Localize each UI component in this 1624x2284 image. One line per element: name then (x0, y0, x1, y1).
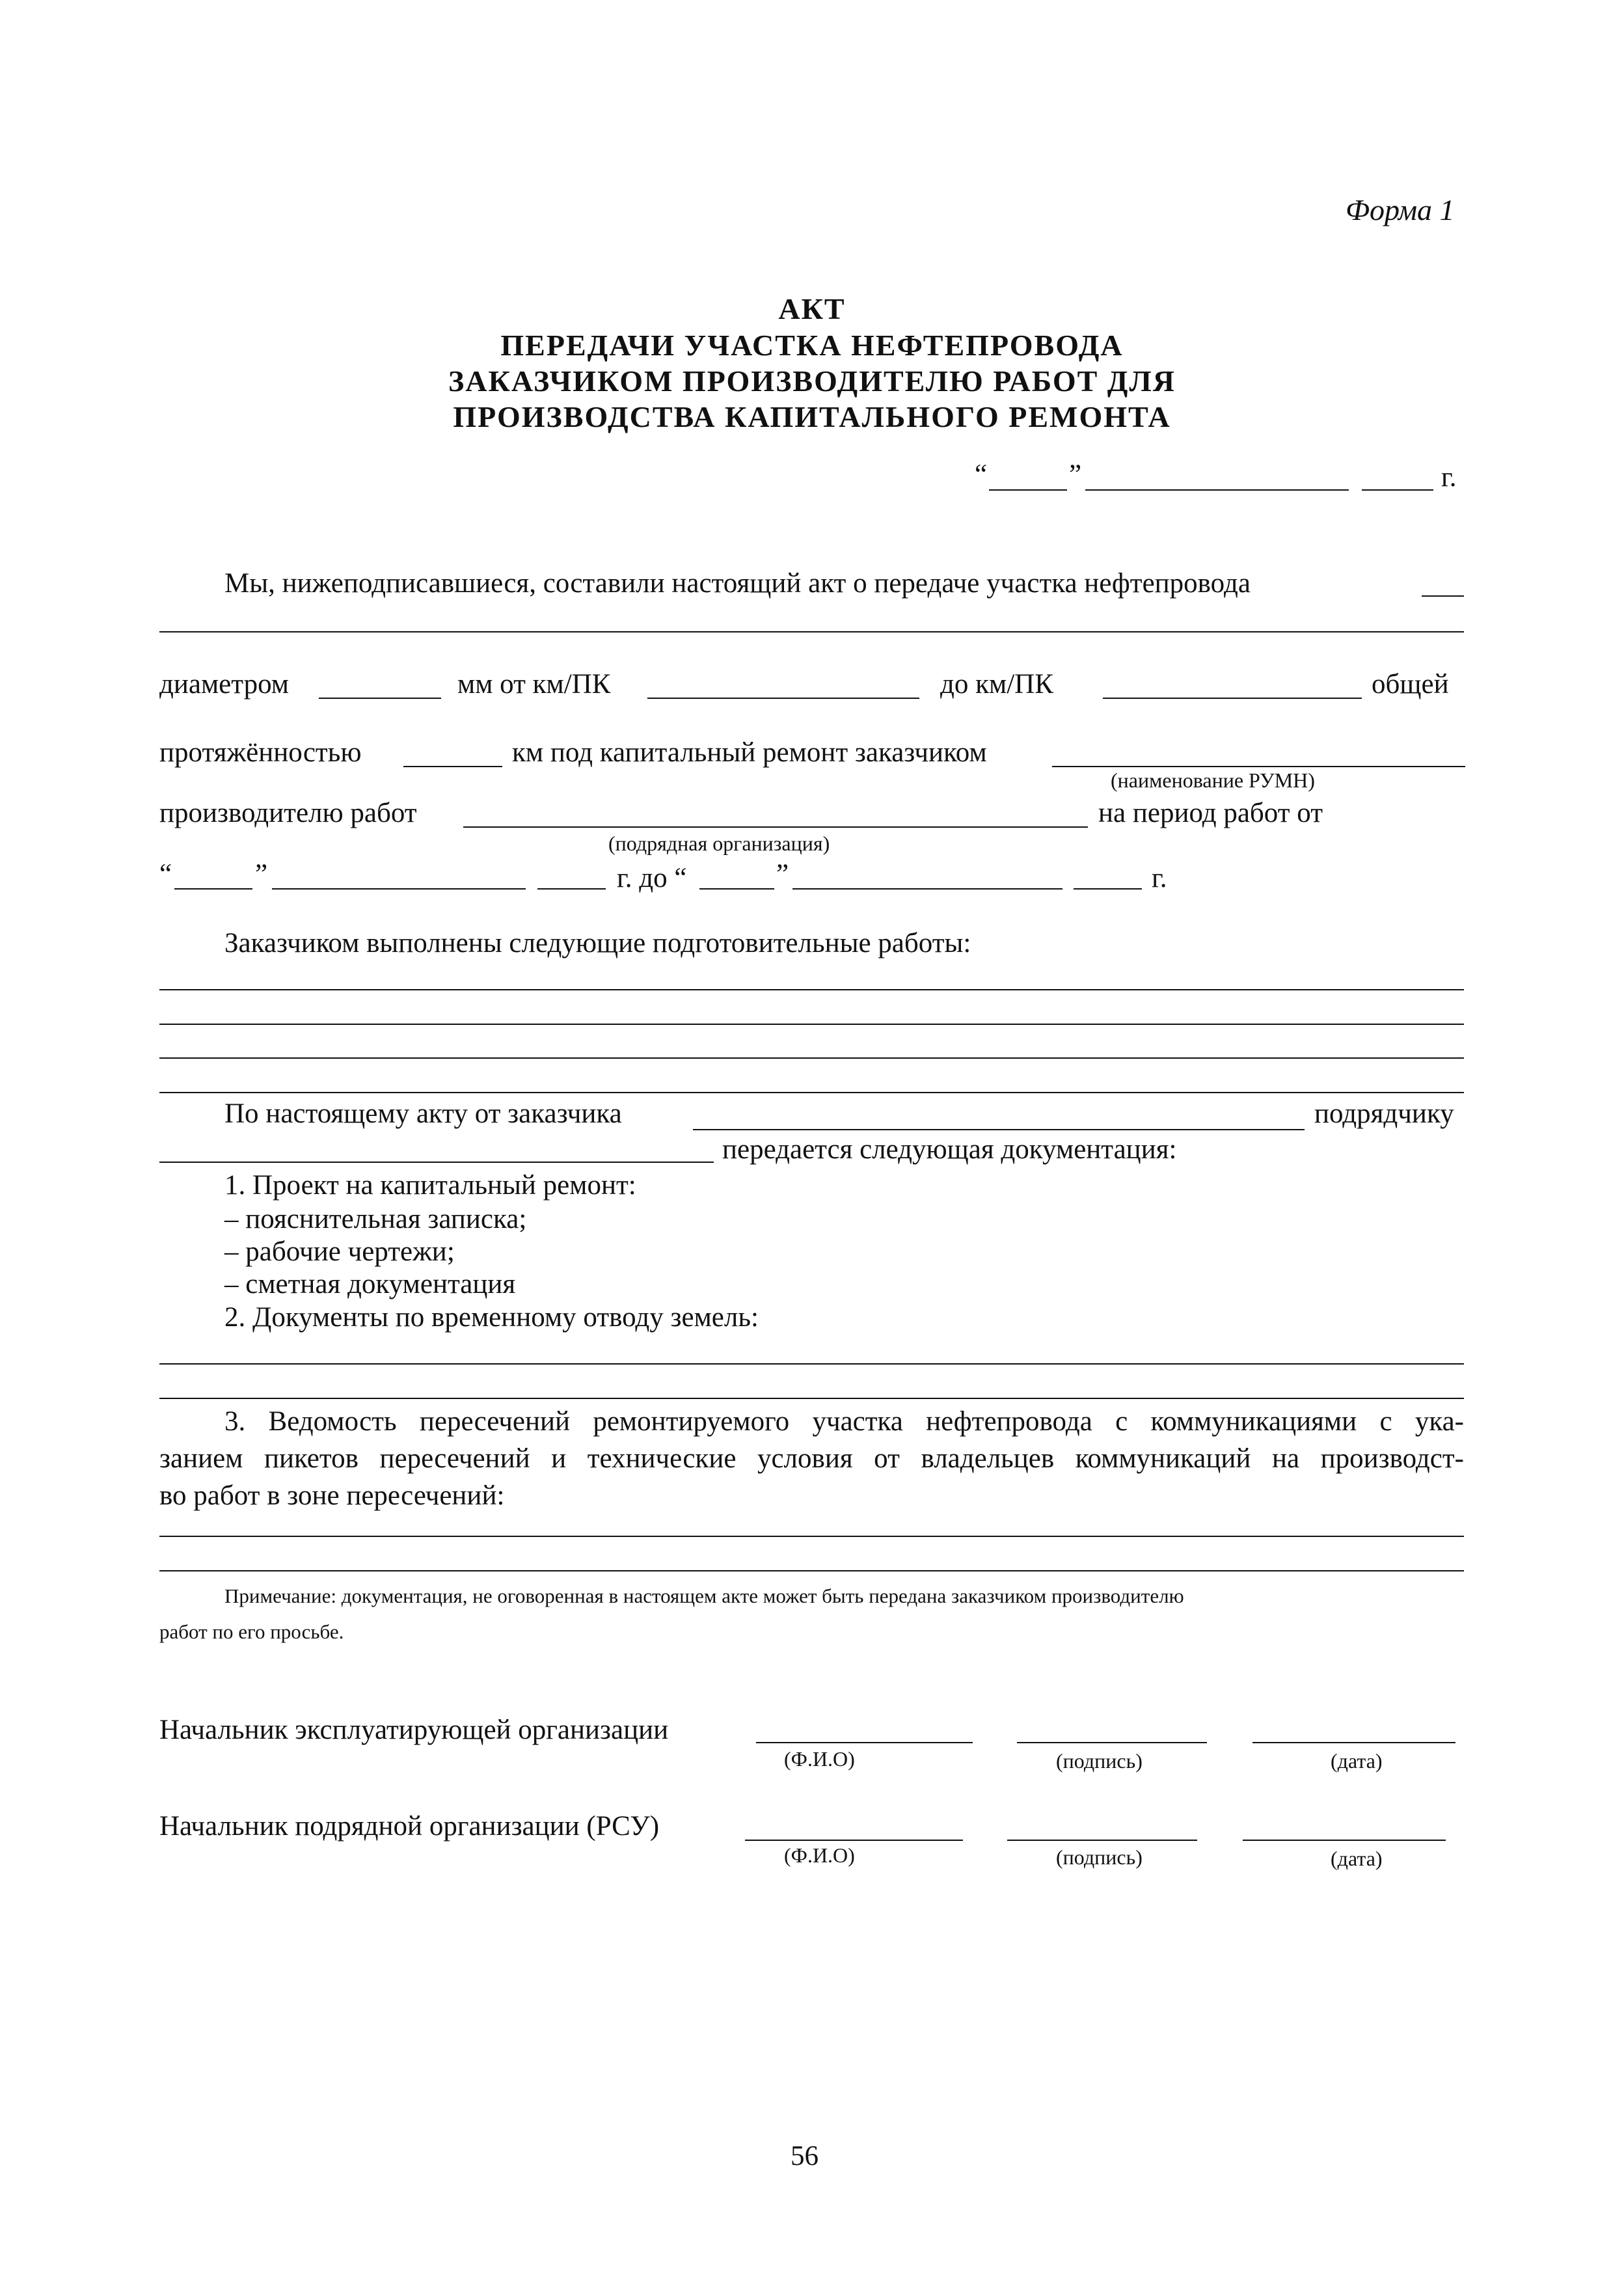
total-label: общей (1372, 669, 1449, 700)
prep-works-label: Заказчиком выполнены следующие подготовительные работы: (224, 928, 971, 958)
period-from-month-field[interactable] (272, 888, 526, 890)
to-km-label: до км/ПК (940, 669, 1053, 700)
period-from-year-field[interactable] (537, 888, 606, 890)
signature-date-caption-2: (дата) (1331, 1847, 1383, 1870)
signature-sign-field-1[interactable] (1017, 1742, 1207, 1743)
pipeline-name-field[interactable] (1422, 595, 1464, 597)
period-label: на период работ от (1098, 798, 1323, 828)
length-label: протяжённостью (159, 737, 362, 768)
to-km-field[interactable] (1103, 698, 1362, 699)
land-docs-line-1[interactable] (159, 1363, 1464, 1365)
date-quote-close: ” (1069, 459, 1082, 490)
doc-item-3-line-2: занием пикетов пересечений и технические условия от владельцев коммуникаций на производст- (159, 1443, 1464, 1474)
doc-sub-1: – пояснительная записка; (224, 1204, 527, 1234)
length-field[interactable] (403, 766, 502, 767)
note-line-1: Примечание: документация, не оговоренная в настоящем акте может быть передана заказчиком производителю (224, 1584, 1184, 1607)
customer-field[interactable] (1052, 766, 1465, 767)
page-number: 56 (791, 2141, 819, 2171)
title-line-4: ПРОИЗВОДСТВА КАПИТАЛЬНОГО РЕМОНТА (453, 400, 1171, 433)
signature-sign-caption-2: (подпись) (1056, 1845, 1143, 1869)
title-line-3: ЗАКАЗЧИКОМ ПРОИЗВОДИТЕЛЮ РАБОТ ДЛЯ (448, 364, 1176, 398)
contractor-label: производителю работ (159, 798, 417, 828)
diameter-field[interactable] (319, 698, 441, 699)
transfer-label: По настоящему акту от заказчика (224, 1098, 622, 1129)
signature-date-field-2[interactable] (1243, 1840, 1446, 1841)
prep-works-line-4[interactable] (159, 1092, 1464, 1093)
period-to-day-field[interactable] (699, 888, 774, 890)
doc-item-3-line-3: во работ в зоне пересечений: (159, 1480, 505, 1511)
transfer-contractor-label: подрядчику (1314, 1098, 1454, 1129)
transfer-customer-field[interactable] (693, 1129, 1305, 1130)
signature-fio-field-1[interactable] (756, 1742, 973, 1743)
doc-sub-3: – сметная документация (224, 1269, 516, 1299)
doc-sub-2: – рабочие чертежи; (224, 1236, 455, 1267)
signature-date-field-1[interactable] (1252, 1742, 1455, 1743)
mm-from-label: мм от км/ПК (457, 669, 611, 700)
doc-item-1: 1. Проект на капитальный ремонт: (224, 1170, 636, 1201)
signature-date-caption-1: (дата) (1331, 1749, 1383, 1773)
doc-item-2: 2. Документы по временному отводу земель: (224, 1302, 759, 1333)
period-quote-close-2: ” (776, 859, 789, 890)
date-year-suffix: г. (1441, 462, 1457, 493)
form-label: Форма 1 (1346, 193, 1455, 226)
signature-role-1: Начальник эксплуатирующей организации (159, 1715, 669, 1745)
period-to-year-field[interactable] (1074, 888, 1142, 890)
signature-fio-field-2[interactable] (745, 1840, 963, 1841)
title-line-2: ПЕРЕДАЧИ УЧАСТКА НЕФТЕПРОВОДА (500, 329, 1124, 362)
signature-role-2: Начальник подрядной организации (РСУ) (159, 1811, 660, 1842)
prep-works-line-2[interactable] (159, 1024, 1464, 1025)
contractor-caption: (подрядная организация) (608, 832, 830, 855)
signature-fio-caption-1: (Ф.И.О) (784, 1747, 855, 1771)
period-quote-open: “ (159, 859, 172, 890)
contractor-field[interactable] (463, 826, 1088, 828)
customer-caption: (наименование РУМН) (1111, 768, 1315, 792)
period-end-label: г. (1152, 863, 1167, 893)
period-to-month-field[interactable] (792, 888, 1062, 890)
signature-sign-field-2[interactable] (1007, 1840, 1197, 1841)
period-to-label: г. до “ (617, 863, 687, 893)
signature-fio-caption-2: (Ф.И.О) (784, 1843, 855, 1867)
from-km-field[interactable] (647, 698, 919, 699)
prep-works-line-1[interactable] (159, 989, 1464, 990)
intro-text: Мы, нижеподписавшиеся, составили настоящий акт о передаче участка нефтепровода (224, 568, 1251, 599)
date-year-field[interactable] (1362, 489, 1433, 491)
period-quote-close: ” (255, 859, 268, 890)
crossings-line-1[interactable] (159, 1536, 1464, 1537)
crossings-line-2[interactable] (159, 1570, 1464, 1571)
note-line-2: работ по его просьбе. (159, 1620, 344, 1643)
period-from-day-field[interactable] (174, 888, 252, 890)
land-docs-line-2[interactable] (159, 1398, 1464, 1399)
doc-item-3-line-1: 3. Ведомость пересечений ремонтируемого участка нефтепровода с коммуникациями с ука- (224, 1406, 1464, 1437)
date-month-field[interactable] (1085, 489, 1349, 491)
date-quote-open: “ (975, 459, 988, 490)
diameter-label: диаметром (159, 669, 289, 700)
transfer-contractor-field[interactable] (159, 1162, 714, 1163)
title-line-1: АКТ (778, 292, 846, 325)
km-repair-label: км под капитальный ремонт заказчиком (512, 737, 987, 768)
date-day-field[interactable] (989, 489, 1067, 491)
transfer-docs-label: передается следующая документация: (722, 1134, 1177, 1165)
pipeline-name-field-cont[interactable] (159, 631, 1464, 632)
prep-works-line-3[interactable] (159, 1057, 1464, 1059)
signature-sign-caption-1: (подпись) (1056, 1749, 1143, 1773)
